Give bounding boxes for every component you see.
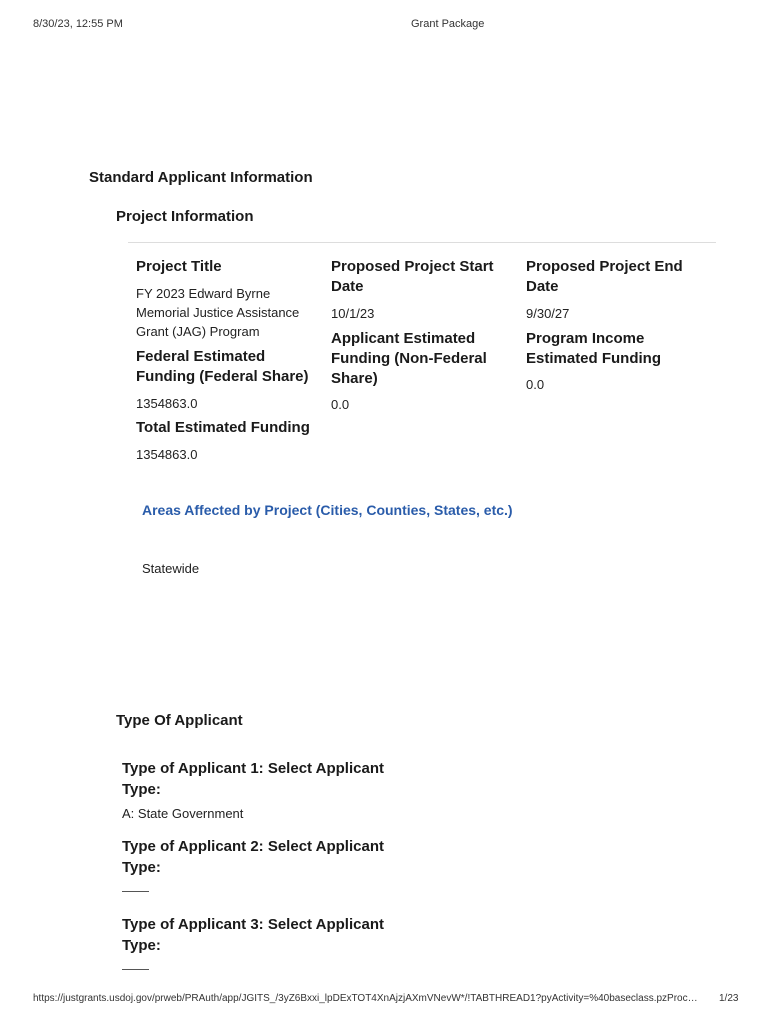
total-funding-label: Total Estimated Funding [136, 419, 310, 436]
project-title-label: Project Title [136, 258, 222, 275]
applicant-type-1-value: A: State Government [122, 806, 244, 821]
print-datetime: 8/30/23, 12:55 PM [33, 18, 123, 30]
applicant-type-1-label: Type of Applicant 1: Select Applicant Type: [122, 760, 384, 798]
print-footer-page: 1/23 [719, 993, 739, 1004]
print-title: Grant Package [411, 18, 485, 30]
program-income-value: 0.0 [526, 377, 545, 392]
nonfederal-funding-label: Applicant Estimated Funding (Non-Federal Share) [331, 330, 487, 387]
type-of-applicant-heading: Type Of Applicant [116, 712, 243, 729]
applicant-type-3-label: Type of Applicant 3: Select Applicant Type: [122, 916, 384, 954]
areas-affected-heading: Areas Affected by Project (Cities, Counties, States, etc.) [142, 502, 513, 518]
end-date-value: 9/30/27 [526, 306, 570, 321]
total-funding-value: 1354863.0 [136, 447, 198, 462]
areas-affected-value: Statewide [142, 561, 200, 576]
applicant-type-2-label: Type of Applicant 2: Select Applicant Type: [122, 838, 384, 876]
program-income-label: Program Income Estimated Funding [526, 330, 661, 367]
federal-funding-value: 1354863.0 [136, 396, 198, 411]
end-date-label: Proposed Project End Date [526, 258, 683, 295]
section-title: Standard Applicant Information [89, 169, 313, 186]
applicant-type-3-empty [122, 969, 149, 970]
federal-funding-label: Federal Estimated Funding (Federal Share) [136, 348, 309, 385]
project-title-value: FY 2023 Edward Byrne Memorial Justice Assistance Grant (JAG) Program [136, 286, 300, 339]
start-date-value: 10/1/23 [331, 306, 375, 321]
project-information-heading: Project Information [116, 208, 254, 225]
divider [128, 242, 716, 243]
applicant-type-2-empty [122, 891, 149, 892]
nonfederal-funding-value: 0.0 [331, 397, 350, 412]
print-footer-url: https://justgrants.usdoj.gov/prweb/PRAuth/app/JGITS_/3yZ6Bxxi_lpDExTOT4XnAjzjAXmVNevW*/!TABTHREAD1?pyActivity=%40baseclass.pzProc… [33, 993, 698, 1004]
start-date-label: Proposed Project Start Date [331, 258, 494, 295]
